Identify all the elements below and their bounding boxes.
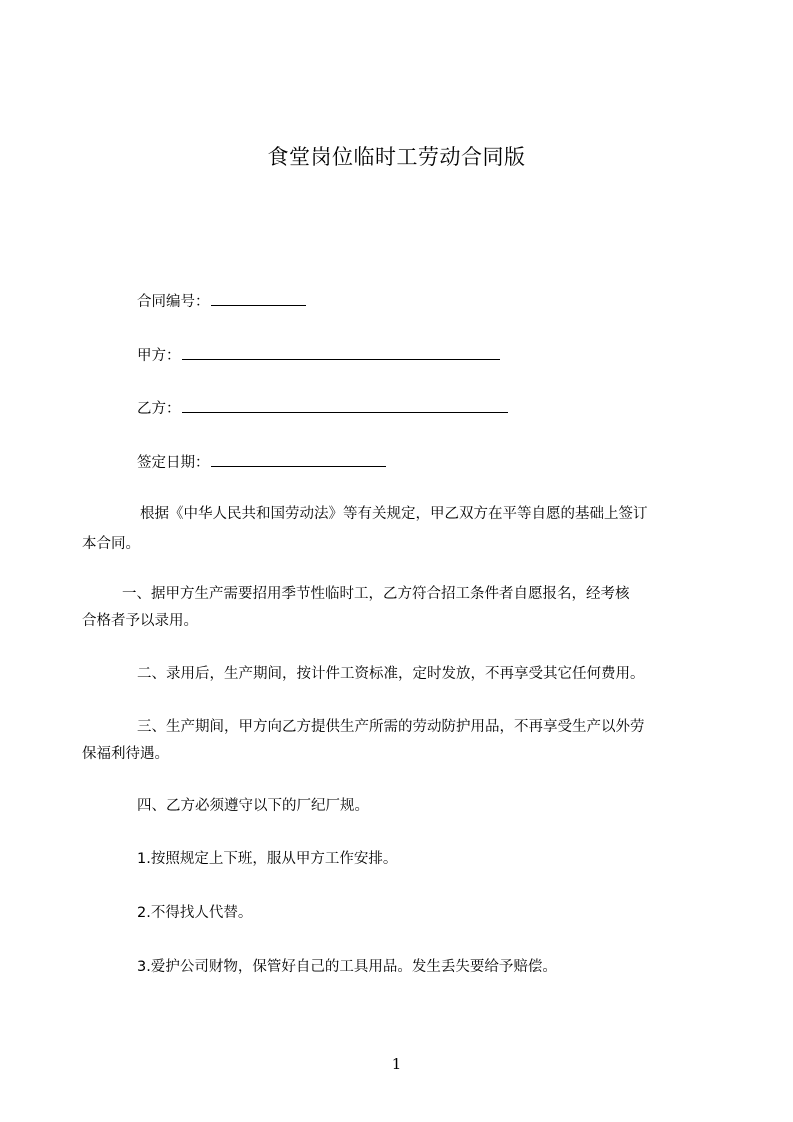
contract-number-label: 合同编号：	[137, 294, 210, 310]
intro-line-1: 根据《中华人民共和国劳动法》等有关规定，甲乙双方在平等自愿的基础上签订	[140, 506, 648, 522]
party-b-label: 乙方：	[137, 401, 181, 417]
sign-date-label: 签定日期：	[137, 455, 210, 471]
contract-number-blank	[211, 291, 306, 306]
clause-2: 二、录用后，生产期间，按计件工资标准，定时发放，不再享受其它任何费用。	[137, 666, 645, 682]
party-a-blank	[182, 345, 500, 360]
party-a-label: 甲方：	[137, 348, 181, 364]
contract-number-field	[137, 291, 306, 312]
clause-1-line-2: 合格者予以录用。	[82, 613, 198, 629]
rule-3: 3.爱护公司财物，保管好自己的工具用品。发生丢失要给予赔偿。	[137, 959, 557, 975]
party-b-blank	[182, 398, 508, 413]
party-b-field	[137, 398, 508, 419]
sign-date-field	[137, 452, 386, 473]
sign-date-blank	[211, 452, 386, 467]
rule-1: 1.按照规定上下班，服从甲方工作安排。	[137, 851, 398, 867]
page-number: 1	[391, 1055, 402, 1073]
clause-3-line-2: 保福利待遇。	[82, 746, 169, 762]
clause-1-line-1: 一、据甲方生产需要招用季节性临时工，乙方符合招工条件者自愿报名，经考核	[122, 586, 630, 602]
document-title: 食堂岗位临时工劳动合同版	[267, 145, 526, 169]
clause-4: 四、乙方必须遵守以下的厂纪厂规。	[137, 798, 369, 814]
party-a-field	[137, 345, 500, 366]
intro-line-2: 本合同。	[82, 536, 140, 552]
rule-2: 2.不得找人代替。	[137, 905, 253, 921]
clause-3-line-1: 三、生产期间，甲方向乙方提供生产所需的劳动防护用品，不再享受生产以外劳	[137, 719, 645, 735]
